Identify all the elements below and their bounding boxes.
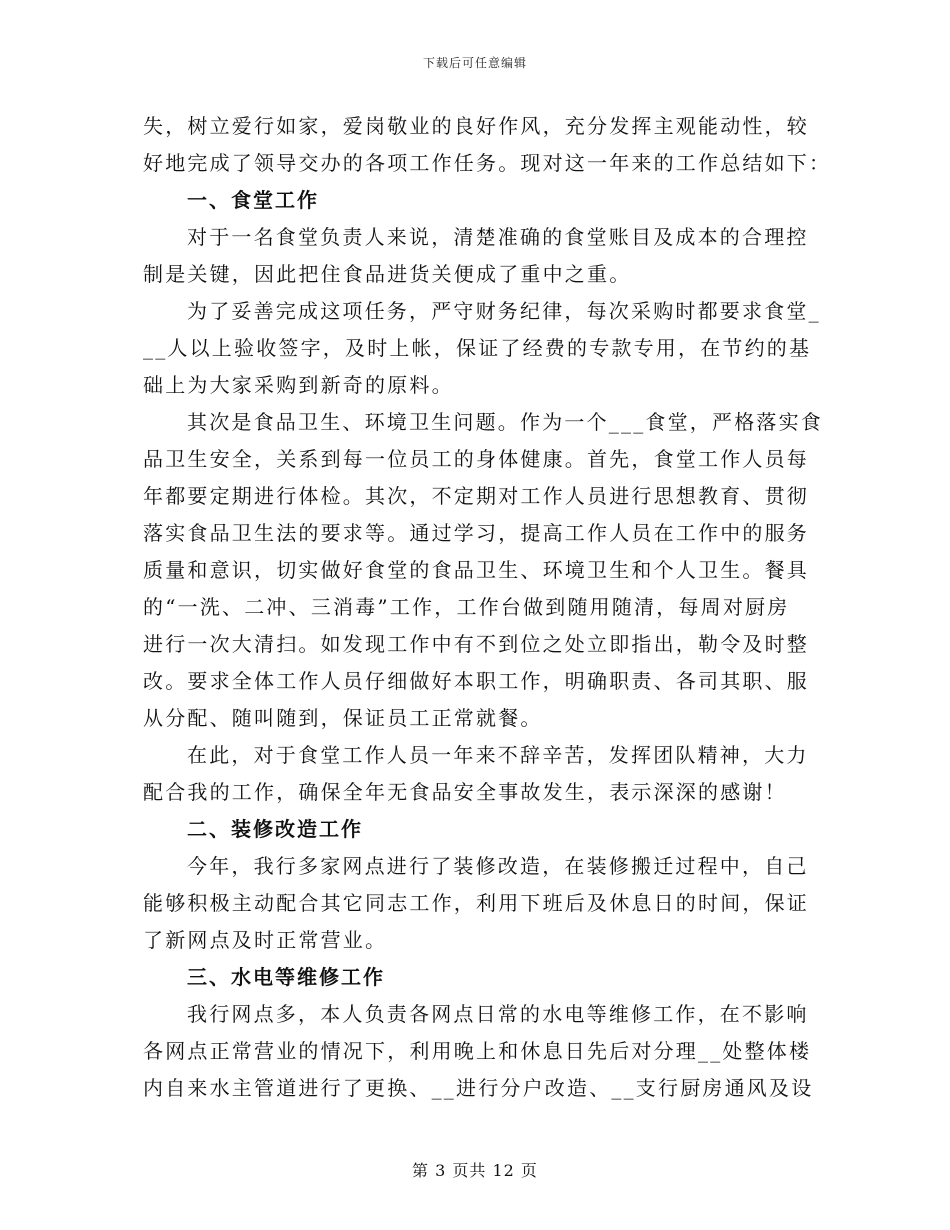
page-header-note: 下载后可任意编辑 bbox=[422, 56, 527, 70]
body-text-line: 其次是食品卫生、环境卫生问题。作为一个___食堂，严格落实食 bbox=[187, 410, 823, 434]
body-text-line: 质量和意识，切实做好食堂的食品卫生、环境卫生和个人卫生。餐具 bbox=[143, 558, 809, 582]
body-text-line: 品卫生安全，关系到每一位员工的身体健康。首先，食堂工作人员每 bbox=[143, 447, 809, 471]
body-text-line: 进行一次大清扫。如发现工作中有不到位之处立即指出，勒令及时整 bbox=[143, 632, 809, 656]
body-text-line: 失，树立爱行如家，爱岗敬业的良好作风，充分发挥主观能动性，较 bbox=[143, 114, 809, 138]
body-text-line: 好地完成了领导交办的各项工作任务。现对这一年来的工作总结如下： bbox=[143, 151, 832, 175]
body-text-line: 制是关键，因此把住食品进货关便成了重中之重。 bbox=[143, 262, 632, 286]
body-text-line: 内自来水主管道进行了更换、__进行分户改造、__支行厨房通风及设 bbox=[143, 1076, 814, 1100]
body-text-line: 为了妥善完成这项任务，严守财务纪律，每次采购时都要求食堂_ bbox=[187, 299, 821, 323]
body-text-line: 对于一名食堂负责人来说，清楚准确的食堂账目及成本的合理控 bbox=[187, 225, 809, 249]
body-text-line: 在此，对于食堂工作人员一年来不辞辛苦，发挥团队精神，大力 bbox=[187, 743, 809, 767]
body-text-line: 我行网点多，本人负责各网点日常的水电等维修工作，在不影响 bbox=[187, 1002, 809, 1026]
body-text-line: 落实食品卫生法的要求等。通过学习，提高工作人员在工作中的服务 bbox=[143, 521, 809, 545]
body-text-line: 今年，我行多家网点进行了装修改造，在装修搬迁过程中，自己 bbox=[187, 854, 809, 878]
body-text-line: 改。要求全体工作人员仔细做好本职工作，明确职责、各司其职、服 bbox=[143, 669, 809, 693]
body-text-line: 各网点正常营业的情况下，利用晚上和休息日先后对分理__处整体楼 bbox=[143, 1039, 812, 1063]
body-text-line: __人以上验收签字，及时上帐，保证了经费的专款专用，在节约的基 bbox=[143, 336, 812, 360]
body-text-line: 年都要定期进行体检。其次，不定期对工作人员进行思想教育、贯彻 bbox=[143, 484, 809, 508]
section-heading: 二、装修改造工作 bbox=[187, 817, 363, 841]
section-heading: 一、食堂工作 bbox=[187, 188, 319, 212]
body-text-line: 了新网点及时正常营业。 bbox=[143, 928, 388, 952]
section-heading: 三、水电等维修工作 bbox=[187, 965, 385, 989]
body-text-line: 配合我的工作，确保全年无食品安全事故发生，表示深深的感谢！ bbox=[143, 780, 787, 804]
document-body bbox=[143, 108, 832, 1107]
body-text-line: 础上为大家采购到新奇的原料。 bbox=[143, 373, 454, 397]
body-text-line: 能够积极主动配合其它同志工作，利用下班后及休息日的时间，保证 bbox=[143, 891, 809, 915]
body-text-line: 从分配、随叫随到，保证员工正常就餐。 bbox=[143, 706, 543, 730]
body-text-line: 的“一洗、二冲、三消毒”工作，工作台做到随用随清，每周对厨房 bbox=[143, 595, 790, 619]
page-number-footer: 第 3 页共 12 页 bbox=[412, 1161, 538, 1180]
